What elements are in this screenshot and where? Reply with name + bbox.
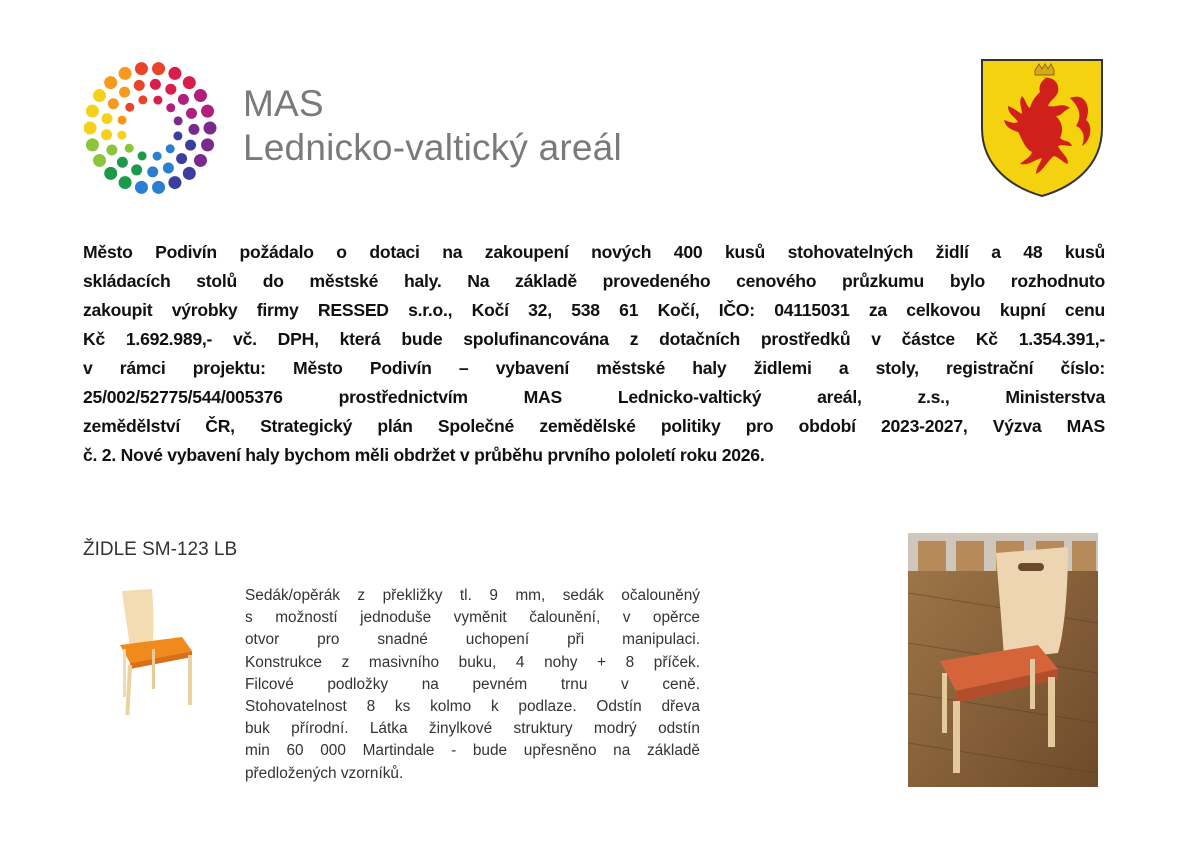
logo-dot <box>201 138 214 151</box>
org-name-line2: Lednicko-valtický areál <box>243 127 622 168</box>
logo-dot <box>104 76 117 89</box>
description-line: min 60 000 Martindale - bude upřesněno na základě <box>245 742 700 760</box>
logo-dot <box>150 79 161 90</box>
logo-dot <box>102 113 113 124</box>
logo-dot <box>119 176 132 189</box>
product-title: ŽIDLE SM-123 LB <box>83 539 238 560</box>
logo-dot <box>186 108 197 119</box>
logo-dot <box>188 124 199 135</box>
announcement-line: 25/002/52775/544/005376 prostřednictvím MAS Lednicko-valtický areál, z.s., Ministerstva <box>83 387 1105 407</box>
logo-dot <box>176 153 187 164</box>
logo-dot <box>153 96 162 105</box>
announcement-line: zemědělství ČR, Strategický plán Společné zemědělské politiky pro období 2023-2027, Výzva MAS <box>83 416 1105 436</box>
announcement-paragraph <box>83 238 1105 470</box>
description-line: Stohovatelnost 8 ks kolmo k podlaze. Odstín dřeva <box>245 697 700 715</box>
logo-dot <box>183 167 196 180</box>
logo-dot <box>153 152 162 161</box>
coat-of-arms-icon <box>980 58 1104 198</box>
announcement-line: Kč 1.692.989,- vč. DPH, která bude spolufinancována z dotačních prostředků v částce Kč 1.354.391,- <box>83 329 1105 349</box>
logo-dot <box>168 67 181 80</box>
logo-dot <box>185 140 196 151</box>
mas-logo-icon <box>84 56 219 196</box>
logo-dot <box>134 80 145 91</box>
announcement-line: zakoupit výrobky firmy RESSED s.r.o., Kočí 32, 538 61 Kočí, IČO: 04115031 za celkovou kupní cenu <box>83 300 1105 320</box>
org-name-line1: MAS <box>243 83 324 124</box>
description-line: otvor pro snadné uchopení při manipulaci. <box>245 631 700 649</box>
logo-dot <box>135 181 148 194</box>
logo-dot <box>119 67 132 80</box>
logo-dot <box>135 62 148 75</box>
logo-dot <box>101 129 112 140</box>
logo-dot <box>194 89 207 102</box>
logo-dot <box>84 122 97 135</box>
description-line: Sedák/opěrák z překližky tl. 9 mm, sedák očalouněný <box>245 587 700 604</box>
logo-dot <box>173 131 182 140</box>
logo-dot <box>204 122 217 135</box>
announcement-line: Město Podivín požádalo o dotaci na zakoupení nových 400 kusů stohovatelných židlí a 48 kusů <box>83 242 1105 262</box>
logo-dot <box>174 116 183 125</box>
chair-product-image <box>108 585 208 725</box>
logo-dot <box>108 98 119 109</box>
logo-dot <box>104 167 117 180</box>
logo-dot <box>147 166 158 177</box>
announcement-line: č. 2. Nové vybavení haly bychom měli obdržet v průběhu prvního pololetí roku 2026. <box>83 445 765 465</box>
logo-dot <box>117 131 126 140</box>
logo-dot <box>93 154 106 167</box>
logo-dot <box>183 76 196 89</box>
description-line: buk přírodní. Látka žinylkové struktury modrý odstín <box>245 720 700 738</box>
logo-dot <box>93 89 106 102</box>
chair-photo <box>908 533 1098 787</box>
description-line: Konstrukce z masivního buku, 4 nohy + 8 příček. <box>245 653 700 671</box>
logo-dot <box>125 103 134 112</box>
announcement-line: v rámci projektu: Město Podivín – vybavení městské haly židlemi a stoly, registrační číslo: <box>83 358 1105 378</box>
logo-dot <box>201 105 214 118</box>
logo-dot <box>152 62 165 75</box>
description-line: s možností jednoduše vyměnit čalounění, v opěrce <box>245 609 700 627</box>
description-line: Filcové podložky na pevném trnu v ceně. <box>245 675 700 693</box>
logo-dot <box>118 116 127 125</box>
logo-dot <box>86 105 99 118</box>
announcement-line: skládacích stolů do městské haly. Na základě provedeného cenového průzkumu bylo rozhodnuto <box>83 271 1105 291</box>
product-description <box>245 585 700 785</box>
logo-dot <box>168 176 181 189</box>
logo-dot <box>138 151 147 160</box>
logo-dot <box>125 144 134 153</box>
logo-dot <box>117 157 128 168</box>
logo-dot <box>163 162 174 173</box>
logo-dot <box>166 144 175 153</box>
logo-dot <box>166 103 175 112</box>
logo-dot <box>152 181 165 194</box>
logo-dot <box>119 87 130 98</box>
logo-dot <box>106 145 117 156</box>
logo-dot <box>138 95 147 104</box>
logo-dot <box>165 84 176 95</box>
logo-dot <box>86 138 99 151</box>
logo-dot <box>194 154 207 167</box>
logo-dot <box>131 164 142 175</box>
description-line: předložených vzorníků. <box>245 764 404 782</box>
logo-dot <box>178 94 189 105</box>
